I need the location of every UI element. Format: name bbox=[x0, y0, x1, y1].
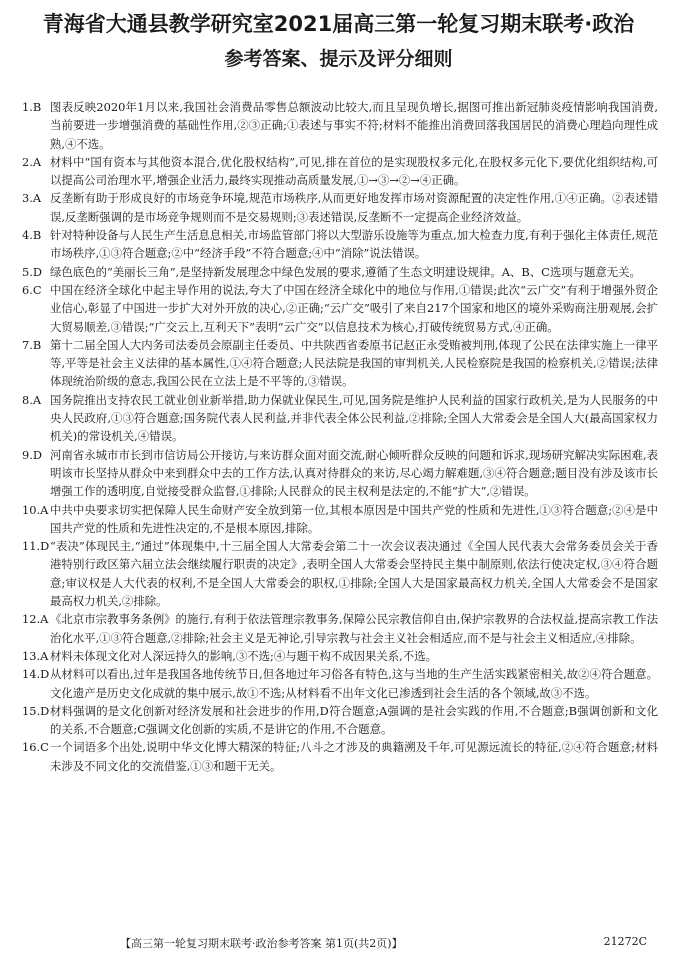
answer-item bbox=[22, 537, 658, 610]
answer-item bbox=[22, 226, 658, 263]
answer-item bbox=[22, 98, 658, 153]
answer-explanation: 第十二届全国人大内务司法委员会原副主任委员、中共陕西省委原书记赵正永受贿被判刑,体现了公民在法律实施上一律平等,平等是社会主义法律的基本属性,①④符合题意;人民法院是我国的审判机关,人民检察院是我国的检察机关,②错误;法律体现统治阶级的意志,我国公民在立法上是不平等的,③错误。 bbox=[50, 337, 658, 389]
answer-number: 11.D bbox=[22, 539, 50, 554]
page-footer bbox=[0, 935, 677, 955]
page-title: 青海省大通县教学研究室2021届高三第一轮复习期末联考·政治 bbox=[42, 12, 635, 36]
answer-item bbox=[22, 665, 658, 702]
answer-item bbox=[22, 189, 658, 226]
answer-item bbox=[22, 281, 658, 336]
answer-number: 5.D bbox=[22, 264, 43, 279]
answer-item bbox=[22, 336, 658, 391]
page-subtitle: 参考答案、提示及评分细则 bbox=[224, 48, 453, 70]
answer-explanation: 中共中央要求切实把保障人民生命财产安全放到第一位,其根本原因是中国共产党的性质和先进性,①③符合题意;②④是中国共产党的性质和先进性决定的,不是根本原因,排除。 bbox=[50, 502, 658, 535]
answer-explanation: 一个词语多个出处,说明中华文化博大精深的特征;八斗之才涉及的典籍溯及千年,可见源远流长的特征,②④符合题意;材料未涉及不同文化的交流借鉴,①③和题干无关。 bbox=[50, 740, 658, 773]
answer-number: 10.A bbox=[22, 502, 49, 517]
answer-item bbox=[22, 263, 658, 281]
answer-number: 8.A bbox=[22, 392, 42, 407]
answer-item bbox=[22, 738, 658, 775]
answer-list bbox=[22, 98, 658, 775]
answer-item bbox=[22, 647, 658, 665]
answer-number: 3.A bbox=[22, 191, 42, 206]
answer-explanation: 材料未体现文化对人深远持久的影响,③不选;④与题干构不成因果关系,不选。 bbox=[50, 648, 437, 663]
answer-explanation: “表决”体现民主,“通过”体现集中,十三届全国人大常委会第二十一次会议表决通过《全国人民代表大会常务委员会关于香港特别行政区第六届立法会继续履行职责的决定》,表明全国人大常委会坚持民主集中制原则,依法行使决定权,③④符合题意;审议权是人大代表的权利,不是全国人大常委会的职权,①排除;全国人大是国家最高权力机关,全国人大常委会不是国家最高权力机关,②排除。 bbox=[50, 539, 658, 609]
answer-number: 16.C bbox=[22, 740, 49, 755]
answer-explanation: 针对特种设备与人民生产生活息息相关,市场监管部门将以大型游乐设施等为重点,加大检查力度,有利于强化主体责任,规范市场秩序,①③符合题意;②中“经济手段”不符合题意;④中“消除”说法错误。 bbox=[50, 228, 658, 261]
answer-explanation: 国务院推出支持农民工就业创业新举措,助力保就业保民生,可见,国务院是维护人民利益的国家行政机关,是为人民服务的中央人民政府,①③符合题意;国务院代表人民利益,并非代表全体公民利益,②排除;全国人大常委会是全国人大(最高国家权力机关)的常设机关,④错误。 bbox=[50, 392, 658, 444]
answer-number: 13.A bbox=[22, 648, 49, 663]
answer-explanation: 河南省永城市市长到市信访局公开接访,与来访群众面对面交流,耐心倾听群众反映的问题和诉求,现场研究解决实际困难,表明该市长坚持从群众中来到群众中去的工作方法,认真对待群众的来访,尽心竭力解难题,③④符合题意;题目没有涉及该市长增强工作的透明度,自觉接受群众监督,①排除;人民群众的民主权利是法定的,不能“扩大”,②错误。 bbox=[50, 447, 658, 499]
answer-item bbox=[22, 153, 658, 190]
answer-item bbox=[22, 610, 658, 647]
answer-number: 7.B bbox=[22, 337, 42, 352]
answer-item bbox=[22, 702, 658, 739]
answer-number: 14.D bbox=[22, 667, 50, 682]
answer-explanation: 反垄断有助于形成良好的市场竞争环境,规范市场秩序,从而更好地发挥市场对资源配置的决定性作用,①④正确。②表述错误,反垄断强调的是市场竞争规则而不是交易规则;③表述错误,反垄断不一定提高企业经济效益。 bbox=[50, 191, 658, 224]
answer-number: 9.D bbox=[22, 447, 43, 462]
answer-explanation: 《北京市宗教事务条例》的施行,有利于依法管理宗教事务,保障公民宗教信仰自由,保护宗教界的合法权益,提高宗教工作法治化水平,①③符合题意,②排除;社会主义是无神论,引导宗教与社会主义社会相适应,而不是与社会主义相适应,④排除。 bbox=[50, 612, 658, 645]
answer-item bbox=[22, 446, 658, 501]
footer-label: 【高三第一轮复习期末联考·政治参考答案 第1页(共2页)】 bbox=[120, 937, 403, 950]
answer-explanation: 绿色底色的“美丽长三角”,是坚持新发展理念中绿色发展的要求,遵循了生态文明建设规律。A、B、C选项与题意无关。 bbox=[50, 264, 641, 279]
answer-number: 6.C bbox=[22, 282, 42, 297]
answer-explanation: 图表反映2020年1月以来,我国社会消费品零售总额波动比较大,而且呈现负增长,据图可推出新冠肺炎疫情影响我国消费,当前要进一步增强消费的基础性作用,②③正确;①表述与事实不符;材料不能推出消费回落我国居民的消费心理趋向理性成熟,④不选。 bbox=[50, 100, 658, 151]
answer-number: 15.D bbox=[22, 703, 50, 718]
answer-number: 1.B bbox=[22, 100, 42, 114]
answer-explanation: 材料强调的是文化创新对经济发展和社会进步的作用,D符合题意;A强调的是社会实践的作用,不合题意;B强调创新和文化的关系,不合题意;C强调文化创新的实质,不是讲它的作用,不合题意。 bbox=[50, 703, 658, 737]
answer-explanation: 材料中“国有资本与其他资本混合,优化股权结构”,可见,排在首位的是实现股权多元化,在股权多元化下,要优化组织结构,可以提高公司治理水平,增强企业活力,最终实现推动高质量发展,①→③→②→④正确。 bbox=[50, 154, 658, 188]
answer-item bbox=[22, 391, 658, 446]
answer-number: 4.B bbox=[22, 228, 42, 243]
answer-explanation: 从材料可以看出,过年是我国各地传统节日,但各地过年习俗各有特色,这与当地的生产生活实践紧密相关,故②④符合题意。文化遗产是历史文化成就的集中展示,故①不选;从材料看不出年文化已渗透到社会生活的各个领域,故③不选。 bbox=[50, 667, 658, 700]
answer-number: 2.A bbox=[22, 154, 42, 169]
footer-code: 21272C bbox=[603, 935, 647, 948]
answer-item bbox=[22, 501, 658, 538]
answer-explanation: 中国在经济全球化中起主导作用的说法,夸大了中国在经济全球化中的地位与作用,①错误;此次“云广交”有利于增强外贸企业信心,彰显了中国进一步扩大对外开放的决心,②正确;“云广交”吸引了来自217个国家和地区的境外采购商注册观展,会扩大贸易顺差,③错误;“广交云上,互利天下”表明“云广交”以信息技术为核心,打破传统贸易方式,④正确。 bbox=[50, 282, 658, 334]
answer-number: 12.A bbox=[22, 612, 49, 627]
